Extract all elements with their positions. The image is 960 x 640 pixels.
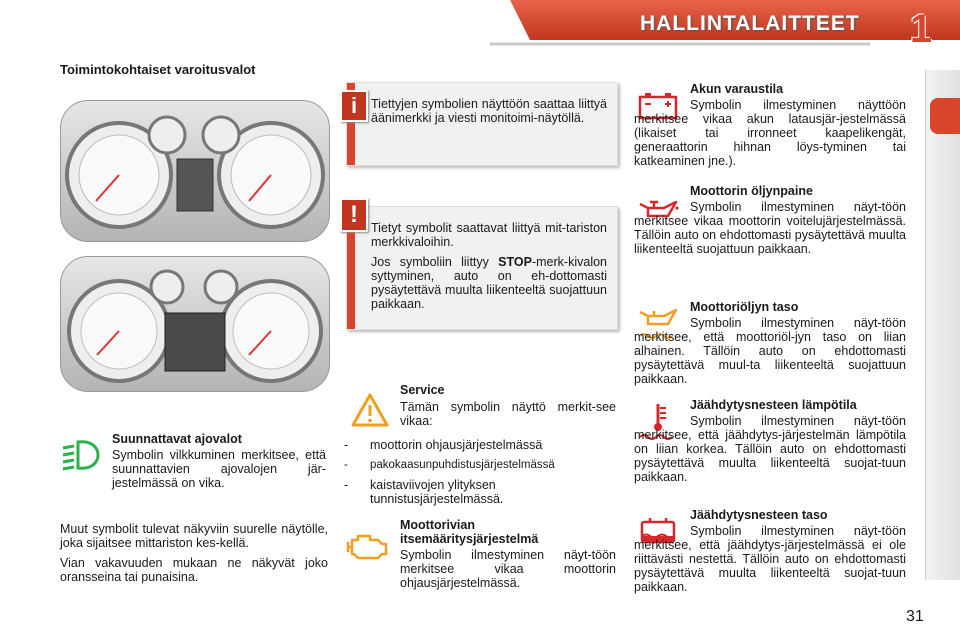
engine-icon: [346, 528, 388, 562]
list-item: - kaistaviivojen ylityksen tunnistusjärjestelmässä.: [344, 478, 614, 506]
headlamp-icon: [60, 438, 102, 472]
instrument-cluster-image-2: [60, 256, 330, 392]
service-title: Service: [400, 383, 445, 397]
warning-note: [346, 206, 618, 330]
chapter-tabs: [925, 70, 960, 580]
page-number: 31: [906, 608, 924, 625]
dipped-text: Symbolin vilkkuminen merkitsee, että suunnattavien ajovalojen jär-jestelmässä on vika.: [112, 448, 326, 490]
warning-note-p2: [371, 255, 607, 311]
info-note-text: Tiettyjen symbolien näyttöön saattaa liittyä äänimerkki ja viesti monitoimi-näytöllä.: [371, 97, 607, 125]
warning-note-text: [371, 221, 607, 317]
oil-pressure-text: Symbolin ilmestyminen näyt-töön merkitsee vikaa moottorin voitelujärjestelmässä. Tällöin auto on ehdottomasti pysäytettävä muulta liikenteeltä suojattuun paikkaan.: [634, 200, 906, 256]
warning-triangle-icon: [350, 392, 390, 428]
battery-text: Symbolin ilmestyminen näyttöön merkitsee vikaa akun latausjär-jestelmässä (likaiset tai irronneet kaapelikengät, generaattorin hihnan löys-tyminen tai katkeaminen jne.).: [634, 98, 906, 168]
oil-level-title: Moottoriöljyn taso: [690, 300, 799, 314]
left-footer: [60, 522, 328, 590]
info-note: [346, 82, 618, 166]
page-header-title: HALLINTALAITTEET: [640, 12, 860, 35]
exclamation-icon: !: [340, 198, 368, 232]
coolant-level-text: Symbolin ilmestyminen näyt-töön merkitsee, että jäähdytys-järjestelmässä ei ole riittävästi nestettä. Tällöin auto on ehdottomasti pysäytettävä muulta liikenteeltä suojat-tuun paikkaan.: [634, 524, 906, 594]
list-item: - moottorin ohjausjärjestelmässä: [344, 438, 614, 452]
left-footer-p2: Vian vakavuuden mukaan ne näkyvät joko oransseina tai punaisina.: [60, 556, 328, 584]
coolant-level-title: Jäähdytysnesteen taso: [690, 508, 828, 522]
section-title: Toimintokohtaiset varoitusvalot: [60, 62, 256, 77]
service-text: Tämän symbolin näyttö merkit-see vikaa:: [400, 400, 616, 428]
coolant-temp-title: Jäähdytysnesteen lämpötila: [690, 398, 857, 412]
warning-note-p2-pre: Jos symboliin liittyy: [371, 255, 499, 269]
service-list: [344, 438, 614, 512]
list-item: - pakokaasunpuhdistusjärjestelmässä: [344, 458, 614, 472]
engine-title: Moottorivian itsemääritysjärjestelmä: [400, 518, 539, 546]
oil-level-text: Symbolin ilmestyminen näyt-töön merkitsee, että moottoriöl-jyn taso on liian alhainen. Tällöin auto on ehdottomasti pysäytettävä muul-ta liikenteeltä suojattuun paikkaan.: [634, 316, 906, 386]
instrument-cluster-image-1: [60, 100, 330, 242]
engine-text: Symbolin ilmestyminen näyt-töön merkitsee vikaa moottorin ohjausjärjestelmässä.: [400, 548, 616, 590]
active-chapter-tab: [930, 98, 960, 134]
coolant-temp-text: Symbolin ilmestyminen näyt-töön merkitsee, että jäähdytys-järjestelmän lämpötila on liian korkea. Tällöin auto on ehdottomasti pysäytettävä muulta liikenteeltä suojat-tuun paikkaan.: [634, 414, 906, 484]
battery-title: Akun varaustila: [690, 82, 784, 96]
oil-pressure-title: Moottorin öljynpaine: [690, 184, 813, 198]
info-icon: i: [340, 90, 368, 122]
dipped-title: Suunnattavat ajovalot: [112, 432, 242, 446]
warning-note-stop: STOP: [498, 255, 532, 269]
warning-note-p1: Tietyt symbolit saattavat liittyä mit-tariston merkkivaloihin.: [371, 221, 607, 249]
chapter-number: 1: [909, 7, 933, 51]
left-footer-p1: Muut symbolit tulevat näkyviin suurelle näytölle, joka sijaitsee mittariston kes-kellä.: [60, 522, 328, 550]
warning-note-p2-post: -merk-kivalon syttyminen, auto on eh-dottomasti pysäytettävä muulta liikenteeltä suojattuun paikkaan.: [371, 255, 607, 311]
